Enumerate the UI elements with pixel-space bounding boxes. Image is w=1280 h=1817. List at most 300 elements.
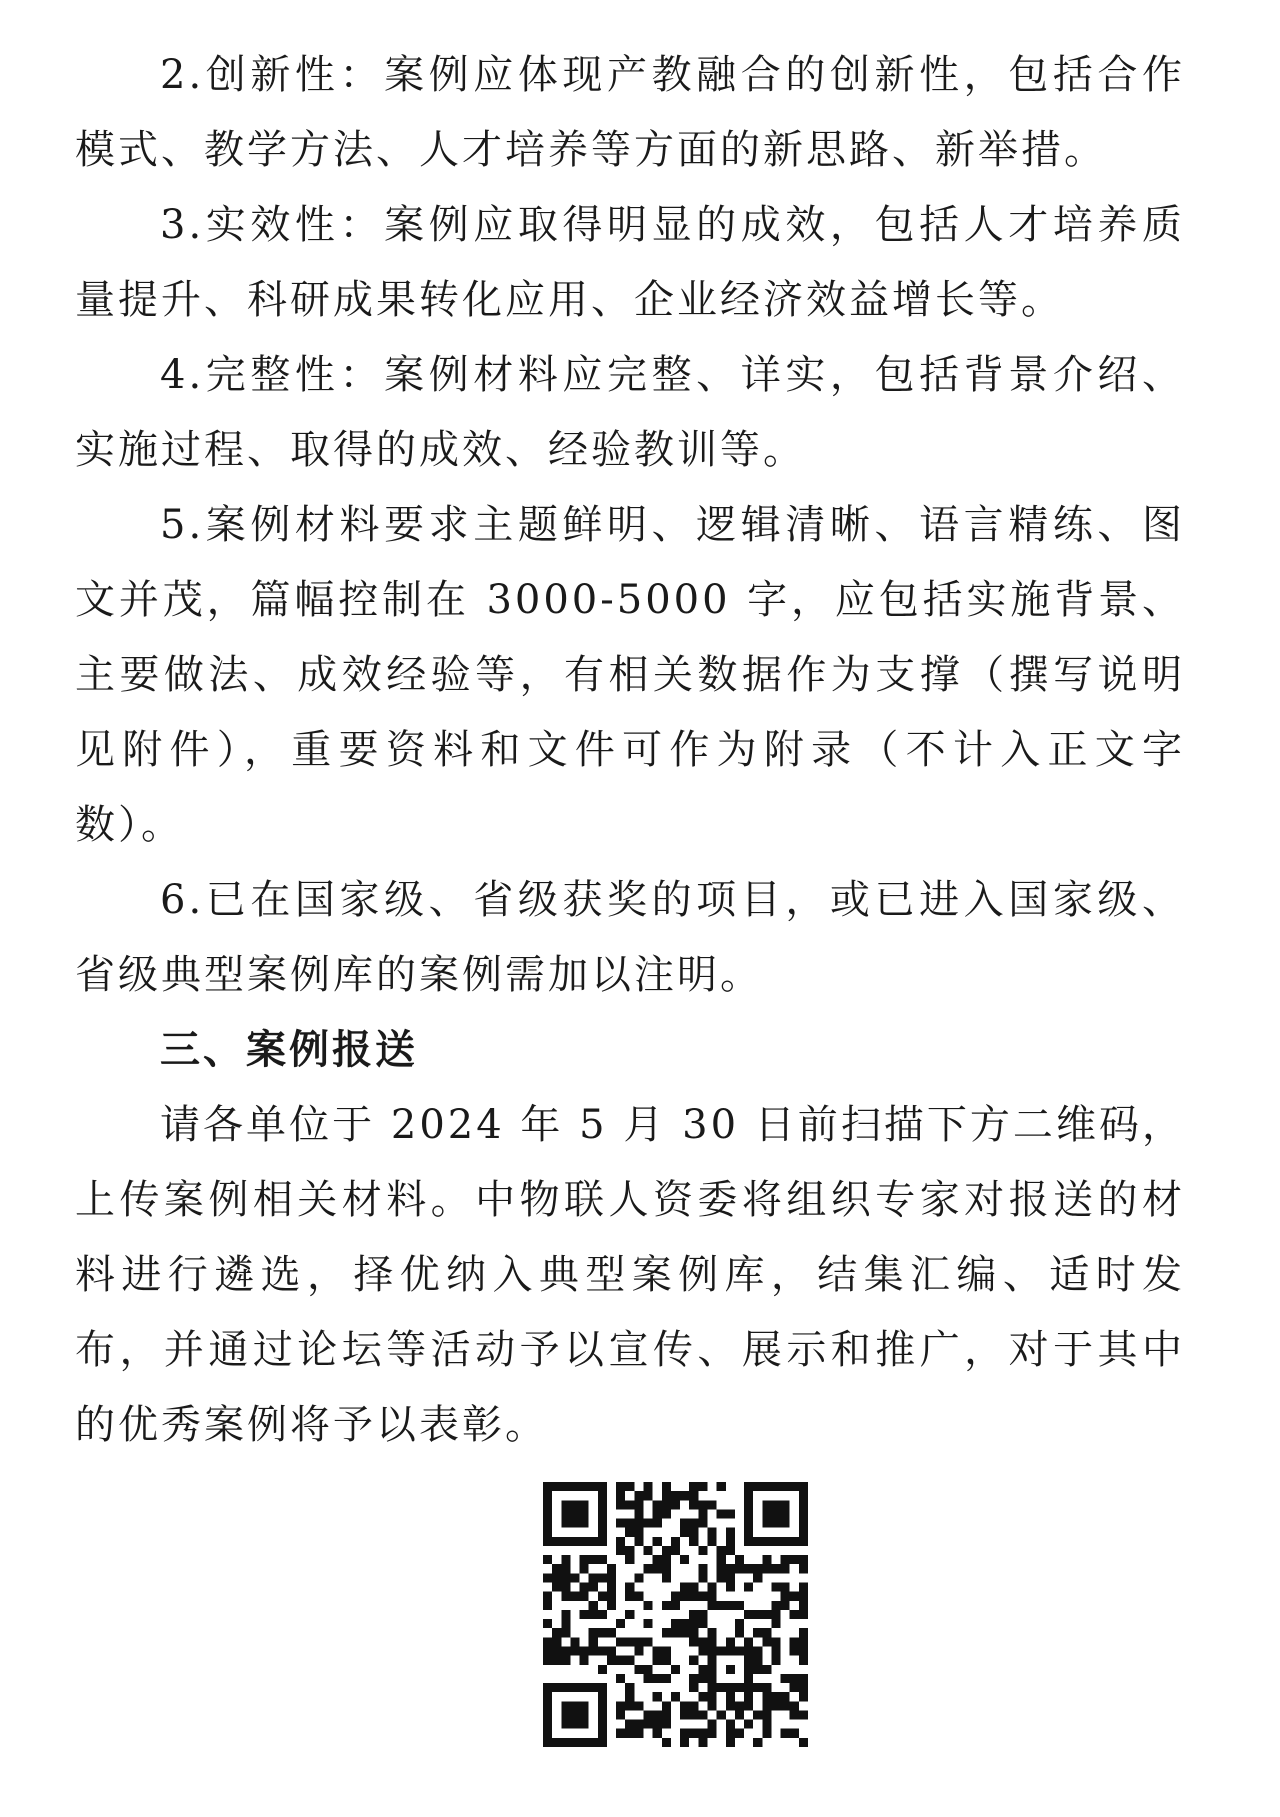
qr-module	[726, 1564, 735, 1573]
qr-module	[580, 1683, 589, 1692]
qr-module	[781, 1701, 790, 1710]
qr-module	[744, 1683, 753, 1692]
qr-module	[762, 1720, 771, 1729]
qr-module	[753, 1683, 762, 1692]
qr-module	[653, 1720, 662, 1729]
qr-module	[570, 1573, 579, 1582]
qr-module	[598, 1509, 607, 1518]
section-heading: 三、案例报送	[160, 1027, 418, 1073]
qr-module	[771, 1537, 780, 1546]
qr-module	[717, 1482, 726, 1491]
qr-module	[580, 1710, 589, 1719]
qr-module	[653, 1555, 662, 1564]
qr-module	[634, 1500, 643, 1509]
qr-module	[698, 1573, 707, 1582]
qr-module	[753, 1564, 762, 1573]
qr-module	[616, 1656, 625, 1665]
qr-module	[644, 1674, 653, 1683]
qr-module	[707, 1637, 716, 1646]
qr-module	[616, 1491, 625, 1500]
qr-module	[753, 1482, 762, 1491]
qr-module	[634, 1491, 643, 1500]
qr-module	[598, 1628, 607, 1637]
qr-module	[616, 1701, 625, 1710]
qr-module	[726, 1701, 735, 1710]
qr-module	[799, 1683, 808, 1692]
qr-module	[799, 1710, 808, 1719]
qr-module	[762, 1537, 771, 1546]
qr-module	[552, 1583, 561, 1592]
qr-module	[552, 1646, 561, 1655]
qr-module	[707, 1646, 716, 1655]
qr-module	[799, 1692, 808, 1701]
qr-module	[698, 1729, 707, 1738]
qr-module	[616, 1519, 625, 1528]
qr-module	[598, 1555, 607, 1564]
qr-module	[799, 1555, 808, 1564]
qr-module	[689, 1537, 698, 1546]
qr-module	[698, 1674, 707, 1683]
qr-module	[653, 1692, 662, 1701]
qr-module	[771, 1637, 780, 1646]
qr-module	[653, 1500, 662, 1509]
qr-module	[753, 1573, 762, 1582]
qr-module	[698, 1637, 707, 1646]
qr-module	[625, 1519, 634, 1528]
qr-module	[589, 1683, 598, 1692]
qr-module	[616, 1674, 625, 1683]
qr-module	[543, 1500, 552, 1509]
qr-module	[589, 1537, 598, 1546]
qr-module	[616, 1500, 625, 1509]
qr-module	[607, 1592, 616, 1601]
qr-module	[598, 1710, 607, 1719]
qr-module	[552, 1564, 561, 1573]
qr-module	[580, 1555, 589, 1564]
qr-module	[735, 1601, 744, 1610]
qr-module	[662, 1646, 671, 1655]
qr-module	[634, 1637, 643, 1646]
qr-module	[680, 1628, 689, 1637]
qr-module	[689, 1491, 698, 1500]
qr-module	[570, 1592, 579, 1601]
qr-module	[689, 1528, 698, 1537]
qr-module	[689, 1701, 698, 1710]
qr-module	[543, 1573, 552, 1582]
qr-module	[580, 1519, 589, 1528]
document-body	[75, 38, 1185, 1463]
qr-module	[698, 1646, 707, 1655]
qr-module	[570, 1482, 579, 1491]
qr-module	[726, 1738, 735, 1747]
qr-module	[570, 1509, 579, 1518]
qr-module	[799, 1528, 808, 1537]
qr-module	[644, 1720, 653, 1729]
qr-module	[671, 1500, 680, 1509]
qr-module	[653, 1674, 662, 1683]
qr-module	[735, 1701, 744, 1710]
qr-module	[717, 1601, 726, 1610]
qr-module	[707, 1537, 716, 1546]
qr-module	[634, 1701, 643, 1710]
qr-module	[717, 1564, 726, 1573]
paragraph-material-requirements: 5.案例材料要求主题鲜明、逻辑清晰、语言精练、图文并茂，篇幅控制在 3000-5000 字，应包括实施背景、主要做法、成效经验等，有相关数据作为支撑（撰写说明见附件），重要资料和文件可作为附录（不计入正文字数）。	[75, 502, 1185, 848]
qr-module	[607, 1646, 616, 1655]
qr-module	[707, 1729, 716, 1738]
qr-module	[561, 1656, 570, 1665]
qr-module	[689, 1519, 698, 1528]
qr-module	[671, 1491, 680, 1500]
qr-module	[762, 1509, 771, 1518]
qr-module	[625, 1637, 634, 1646]
qr-module	[680, 1592, 689, 1601]
qr-module	[598, 1738, 607, 1747]
qr-module	[698, 1546, 707, 1555]
qr-module	[717, 1646, 726, 1655]
qr-module	[580, 1583, 589, 1592]
qr-module	[543, 1555, 552, 1564]
qr-module	[744, 1482, 753, 1491]
qr-module	[744, 1528, 753, 1537]
qr-module	[790, 1637, 799, 1646]
qr-module	[543, 1637, 552, 1646]
qr-module	[598, 1729, 607, 1738]
qr-module	[662, 1573, 671, 1582]
qr-module	[707, 1583, 716, 1592]
qr-module	[552, 1637, 561, 1646]
paragraph-submission: 请各单位于 2024 年 5 月 30 日前扫描下方二维码，上传案例相关材料。中物联人资委将组织专家对报送的材料进行遴选，择优纳入典型案例库，结集汇编、适时发布，并通过论坛等活动予以宣传、展示和推广，对于其中的优秀案例将予以表彰。	[75, 1102, 1185, 1448]
qr-module	[762, 1519, 771, 1528]
qr-module	[625, 1692, 634, 1701]
qr-module	[762, 1500, 771, 1509]
qr-module	[625, 1592, 634, 1601]
qr-module	[589, 1555, 598, 1564]
qr-module	[726, 1720, 735, 1729]
qr-module	[753, 1665, 762, 1674]
qr-module	[771, 1564, 780, 1573]
qr-module	[662, 1720, 671, 1729]
qr-module	[662, 1710, 671, 1719]
qr-module	[598, 1692, 607, 1701]
qr-module	[561, 1738, 570, 1747]
qr-module	[781, 1729, 790, 1738]
qr-module	[771, 1519, 780, 1528]
qr-module	[625, 1482, 634, 1491]
qr-module	[717, 1546, 726, 1555]
qr-module	[662, 1555, 671, 1564]
qr-code-icon[interactable]	[543, 1482, 808, 1747]
qr-module	[653, 1537, 662, 1546]
qr-module	[598, 1720, 607, 1729]
qr-module	[644, 1491, 653, 1500]
qr-module	[625, 1528, 634, 1537]
qr-module	[717, 1683, 726, 1692]
qr-module	[781, 1509, 790, 1518]
qr-module	[753, 1628, 762, 1637]
qr-module	[698, 1564, 707, 1573]
qr-module	[698, 1500, 707, 1509]
qr-module	[799, 1592, 808, 1601]
qr-module	[707, 1720, 716, 1729]
qr-module	[799, 1637, 808, 1646]
qr-module	[598, 1528, 607, 1537]
qr-module	[689, 1619, 698, 1628]
qr-module	[753, 1710, 762, 1719]
qr-module	[598, 1491, 607, 1500]
qr-module	[698, 1592, 707, 1601]
qr-module	[671, 1537, 680, 1546]
qr-module	[598, 1519, 607, 1528]
qr-module	[781, 1592, 790, 1601]
qr-module	[607, 1573, 616, 1582]
qr-module	[634, 1720, 643, 1729]
qr-module	[735, 1628, 744, 1637]
qr-module	[744, 1564, 753, 1573]
qr-module	[771, 1601, 780, 1610]
qr-module	[799, 1537, 808, 1546]
qr-module	[799, 1674, 808, 1683]
qr-module	[707, 1674, 716, 1683]
qr-module	[598, 1646, 607, 1655]
qr-module	[698, 1482, 707, 1491]
qr-module	[744, 1665, 753, 1674]
qr-module	[570, 1738, 579, 1747]
qr-module	[552, 1738, 561, 1747]
qr-module	[689, 1592, 698, 1601]
qr-module	[561, 1619, 570, 1628]
qr-module	[644, 1482, 653, 1491]
qr-module	[680, 1519, 689, 1528]
qr-module	[598, 1683, 607, 1692]
qr-module	[598, 1573, 607, 1582]
qr-module	[589, 1738, 598, 1747]
qr-module	[570, 1519, 579, 1528]
qr-module	[561, 1646, 570, 1655]
qr-module	[662, 1738, 671, 1747]
qr-module	[653, 1729, 662, 1738]
qr-module	[671, 1601, 680, 1610]
qr-module	[589, 1628, 598, 1637]
qr-module	[680, 1583, 689, 1592]
qr-module	[680, 1738, 689, 1747]
qr-module	[644, 1665, 653, 1674]
qr-module	[707, 1528, 716, 1537]
qr-module	[726, 1729, 735, 1738]
qr-module	[790, 1701, 799, 1710]
qr-module	[707, 1500, 716, 1509]
qr-module	[726, 1601, 735, 1610]
qr-module	[744, 1646, 753, 1655]
qr-module	[561, 1683, 570, 1692]
qr-module	[771, 1583, 780, 1592]
qr-module	[598, 1701, 607, 1710]
qr-module	[799, 1628, 808, 1637]
qr-module	[552, 1656, 561, 1665]
qr-module	[680, 1528, 689, 1537]
qr-module	[735, 1564, 744, 1573]
qr-module	[753, 1656, 762, 1665]
qr-module	[598, 1610, 607, 1619]
qr-module	[570, 1646, 579, 1655]
qr-module	[781, 1519, 790, 1528]
qr-module	[717, 1710, 726, 1719]
qr-module	[580, 1656, 589, 1665]
qr-module	[762, 1710, 771, 1719]
qr-module	[580, 1610, 589, 1619]
qr-module	[598, 1537, 607, 1546]
qr-module	[552, 1482, 561, 1491]
qr-module	[799, 1519, 808, 1528]
qr-module	[580, 1509, 589, 1518]
qr-module	[580, 1592, 589, 1601]
qr-module	[735, 1646, 744, 1655]
qr-module	[744, 1637, 753, 1646]
qr-module	[570, 1537, 579, 1546]
qr-module	[570, 1710, 579, 1719]
qr-module	[680, 1729, 689, 1738]
qr-module	[561, 1537, 570, 1546]
qr-module	[771, 1610, 780, 1619]
qr-module	[771, 1619, 780, 1628]
qr-module	[771, 1500, 780, 1509]
qr-module	[625, 1729, 634, 1738]
qr-module	[762, 1701, 771, 1710]
qr-module	[543, 1683, 552, 1692]
qr-module	[607, 1601, 616, 1610]
qr-module	[580, 1564, 589, 1573]
qr-module	[543, 1692, 552, 1701]
qr-module	[625, 1683, 634, 1692]
qr-module	[653, 1564, 662, 1573]
qr-module	[707, 1692, 716, 1701]
qr-module	[634, 1519, 643, 1528]
qr-module	[543, 1528, 552, 1537]
qr-module	[762, 1555, 771, 1564]
qr-module	[781, 1482, 790, 1491]
qr-module	[543, 1701, 552, 1710]
qr-module	[589, 1573, 598, 1582]
qr-module	[561, 1519, 570, 1528]
qr-module	[726, 1665, 735, 1674]
qr-module	[781, 1692, 790, 1701]
qr-module	[662, 1674, 671, 1683]
qr-module	[689, 1583, 698, 1592]
qr-module	[625, 1555, 634, 1564]
qr-module	[653, 1710, 662, 1719]
qr-module	[543, 1592, 552, 1601]
qr-module	[790, 1482, 799, 1491]
qr-module	[598, 1500, 607, 1509]
qr-module	[561, 1628, 570, 1637]
qr-module	[634, 1665, 643, 1674]
qr-module	[589, 1637, 598, 1646]
qr-module	[634, 1573, 643, 1582]
qr-module	[689, 1482, 698, 1491]
qr-module	[698, 1665, 707, 1674]
qr-module	[634, 1592, 643, 1601]
qr-module	[771, 1646, 780, 1655]
qr-module	[726, 1573, 735, 1582]
qr-module	[543, 1519, 552, 1528]
qr-module	[662, 1628, 671, 1637]
qr-module	[726, 1509, 735, 1518]
qr-module	[799, 1646, 808, 1655]
qr-module	[680, 1619, 689, 1628]
qr-module	[744, 1491, 753, 1500]
qr-module	[561, 1701, 570, 1710]
qr-module	[698, 1710, 707, 1719]
qr-module	[771, 1656, 780, 1665]
qr-module	[735, 1729, 744, 1738]
qr-module	[707, 1628, 716, 1637]
qr-module	[799, 1656, 808, 1665]
qr-module	[570, 1637, 579, 1646]
qr-module	[680, 1491, 689, 1500]
qr-module	[662, 1601, 671, 1610]
qr-module	[662, 1701, 671, 1710]
qr-module	[689, 1628, 698, 1637]
qr-module	[580, 1720, 589, 1729]
qr-module	[726, 1583, 735, 1592]
qr-module	[552, 1537, 561, 1546]
qr-module	[570, 1720, 579, 1729]
qr-module	[671, 1628, 680, 1637]
qr-module	[580, 1701, 589, 1710]
qr-module	[799, 1738, 808, 1747]
qr-module	[543, 1537, 552, 1546]
qr-module	[625, 1701, 634, 1710]
qr-module	[580, 1537, 589, 1546]
qr-module	[790, 1555, 799, 1564]
qr-module	[717, 1555, 726, 1564]
qr-module	[799, 1601, 808, 1610]
qr-module	[735, 1683, 744, 1692]
qr-module	[781, 1500, 790, 1509]
qr-module	[790, 1610, 799, 1619]
qr-module	[790, 1710, 799, 1719]
qr-module	[634, 1537, 643, 1546]
qr-module	[689, 1656, 698, 1665]
qr-module	[625, 1656, 634, 1665]
qr-module	[662, 1509, 671, 1518]
qr-module	[662, 1500, 671, 1509]
qr-module	[561, 1720, 570, 1729]
qr-module	[753, 1537, 762, 1546]
qr-module	[707, 1665, 716, 1674]
paragraph-innovation: 2.创新性：案例应体现产教融合的创新性，包括合作模式、教学方法、人才培养等方面的新思路、新举措。	[75, 52, 1185, 173]
qr-module	[543, 1601, 552, 1610]
qr-module	[552, 1573, 561, 1582]
qr-module	[625, 1546, 634, 1555]
qr-module	[698, 1738, 707, 1747]
qr-module	[744, 1509, 753, 1518]
qr-module	[744, 1583, 753, 1592]
qr-module	[799, 1583, 808, 1592]
qr-module	[671, 1592, 680, 1601]
paragraph-effectiveness: 3.实效性：案例应取得明显的成效，包括人才培养质量提升、科研成果转化应用、企业经济效益增长等。	[75, 202, 1185, 323]
qr-module	[771, 1509, 780, 1518]
qr-module	[689, 1500, 698, 1509]
qr-module	[543, 1738, 552, 1747]
qr-module	[799, 1491, 808, 1500]
qr-module	[580, 1500, 589, 1509]
qr-module	[634, 1528, 643, 1537]
qr-module	[790, 1683, 799, 1692]
qr-module	[735, 1555, 744, 1564]
qr-module	[634, 1509, 643, 1518]
qr-module	[689, 1729, 698, 1738]
qr-module	[616, 1637, 625, 1646]
